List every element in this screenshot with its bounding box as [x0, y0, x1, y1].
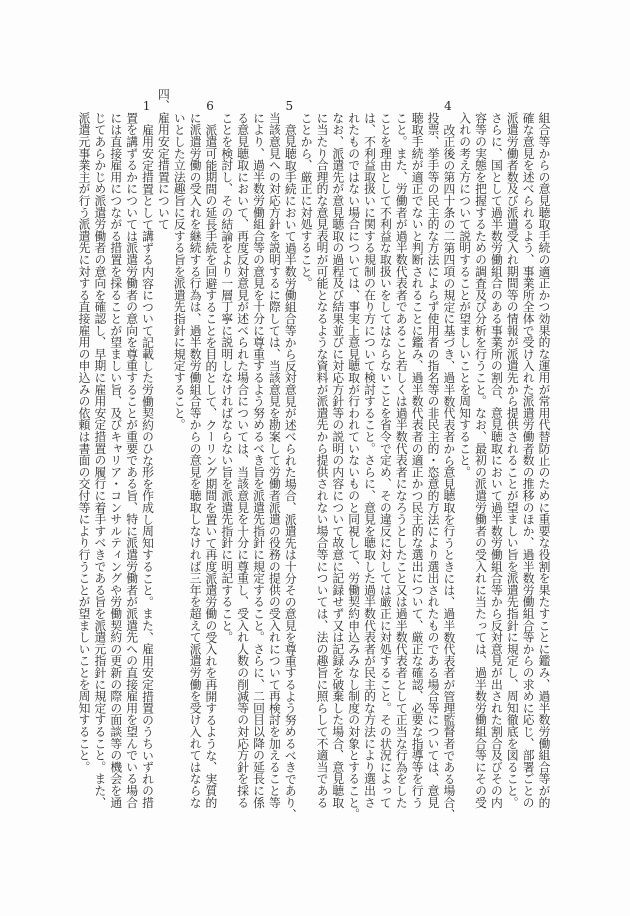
text-line: には直接雇用につながる措置を採ることが望ましい旨、及びキャリア・コンサルティングや労働契約の更新の際の面談等の機会を通: [108, 112, 123, 809]
text-column: [440, 99, 456, 820]
section-number: 6: [206, 99, 214, 113]
text-line: は、不利益取扱いに関する規制の在り方について検討すること。さらに、意見を聴取した過半数代表者が民主的な方法により選出さ: [362, 112, 377, 809]
text-line: 投票、挙手等の民主的な方法によらず使用者の指名等の非民主的・恣意的方法により選出されたものである場合等については、意見: [425, 112, 440, 809]
text-column: [503, 112, 519, 812]
text-column: [186, 112, 202, 812]
text-column: [392, 112, 408, 812]
vertical-text-body: [75, 88, 551, 820]
text-column: [361, 112, 377, 812]
text-line: なお、派遣先が意見聴取の過程及び結果並びに対応方針等の説明の内容について故意に記録せず又は記録を破棄した場合、意見聴取: [330, 112, 345, 809]
text-column: [123, 112, 139, 812]
text-line: 容等の実態を把握するための調査及び分析を行うこと。なお、最初の派遣労働者の受入れに当たっては、過半数労働組合等にその受: [473, 112, 488, 809]
text-column: [488, 112, 504, 812]
text-column: [266, 112, 282, 812]
text-column: [472, 112, 488, 812]
text-line: 組合等からの意見聴取手続の適正かつ効果的な運用が常用代替防止のために重要な役割を果たすことに鑑み、過半数労働組合等が的: [537, 112, 551, 809]
text-column: [519, 112, 535, 812]
text-line: る意見聴取において、再度反対意見が述べられた場合については、当該意見を十分に尊重し、受入れ人数の削減等の対応方針を採る: [235, 112, 250, 809]
text-column: [313, 112, 329, 812]
text-column: [250, 112, 266, 812]
text-column: [139, 99, 155, 812]
text-line: いとした立法趣旨に反する旨を派遣先指針に規定すること。: [172, 112, 187, 431]
text-line: 確な意見を述べられるよう、事業所全体で受け入れた派遣労働者数の推移のほか、過半数労働組合等からの求めに応じ、部署ごとの: [521, 112, 536, 809]
text-column: [408, 112, 424, 812]
text-line: れたものではない場合については、事実上意見聴取が行われていないものと同視して、労働契約申込みみなし制度の対象とすること。: [346, 112, 361, 820]
section-number: 4: [444, 99, 452, 113]
text-line: 改正後の第四十条の二第四項の規定に基づき、過半数代表者から意見聴取を行うときには、過半数代表者が管理監督者である場合、: [441, 123, 456, 820]
chapter-number: 四、: [156, 88, 171, 112]
text-column: [218, 112, 234, 812]
text-column: [377, 112, 393, 812]
text-column: [202, 99, 218, 812]
text-line: こと。また、労働者が過半数代表者であること若しくは過半数代表者になろうとしたこと又は過半数代表者として正当な行為をした: [394, 112, 409, 809]
text-line: 置を講ずるかについては派遣労働者の意向を尊重することが重要である旨、特に派遣労働者が派遣先への直接雇用を望んでいる場合: [124, 112, 139, 809]
text-column: [424, 112, 440, 812]
text-column: [456, 112, 472, 812]
text-column: [107, 112, 123, 812]
text-line: ことを理由として不利益な取扱いをしてはならないことを省令で定め、その違反に対しては厳正に対処すること。その状況によって: [378, 112, 393, 809]
text-column: [535, 112, 551, 812]
text-column: [91, 112, 107, 812]
text-column: [155, 88, 171, 812]
text-line: じてあらかじめ派遣労働者の意向を確認し、早期に雇用安定措置の履行に着手すべきである旨を派遣元指針に規定すること。また、: [92, 112, 107, 809]
text-column: [75, 112, 91, 812]
text-line: ことから、厳正に対処すること。: [299, 112, 314, 289]
text-line: 入れの考え方について説明することが望ましいことを周知すること。: [457, 112, 472, 478]
text-line: により、過半数労働組合等の意見を十分に尊重するよう努めるべき旨を派遣先指針に規定すること。さらに、二回目以降の延長に係: [251, 112, 266, 809]
text-line: ことを検討し、その結論をより一層丁寧に説明しなければならない旨を派遣先指針に明記すること。: [219, 112, 234, 643]
section-number: 5: [285, 99, 294, 113]
text-column: [170, 112, 186, 812]
text-line: に派遣労働の受入れを継続する行為は、過半数労働組合等からの意見を聴取しなければ三年を超えて派遣労働を受け入れてはならな: [188, 112, 203, 809]
text-line: 雇用安定措置として講ずる内容について記載した労働契約のひな形を作成し周知すること。また、雇用安定措置のうちいずれの措: [140, 123, 155, 809]
text-line: 派遣可能期間の延長手続を回避することを目的として、クーリング期間を置いて再度派遣労働の受入れを再開するような、実質的: [203, 123, 218, 809]
section-number: 1: [142, 99, 151, 113]
text-column: [297, 112, 313, 812]
text-line: 派遣元事業主が行う派遣先に対する直接雇用の申込みの依頼は書面の交付等により行うことが望ましいことを周知すること。: [77, 112, 92, 773]
text-column: [329, 112, 345, 812]
text-line: さらに、国として過半数労働組合のある事業所の割合、意見聴取において過半数労働組合等から反対意見が出された割合及びその内: [489, 112, 504, 809]
text-line: 意見聴取手続において過半数労働組合等から反対意見が述べられた場合、派遣先は十分その意見を尊重するよう努めるべきであり、: [283, 123, 298, 820]
text-line: 当該意見への対応方針を説明するに際しては、当該意見を勘案して労働者派遣の役務の提供の受入れについて再検討を加えること等: [267, 112, 282, 809]
text-line: 聴取手続が適正でないと判断されることに鑑み、過半数代表者の適正かつ民主的な選出について、厳正な確認、必要な指導等を行う: [410, 112, 425, 809]
text-column: [281, 99, 298, 820]
text-column: [234, 112, 250, 812]
text-column: [345, 112, 361, 820]
text-line: に当たり合理的な意見表明が可能となるような資料が派遣先から提供されない場合等については、法の趣旨に照らして不適当である: [314, 112, 329, 809]
chapter-title: 雇用安定措置について: [156, 112, 171, 230]
text-line: 派遣労働者数及び派遣受入れ期間等の情報が派遣先から提供されることが望ましい旨を派遣先指針に規定し、周知徹底を図ること。: [505, 112, 520, 809]
